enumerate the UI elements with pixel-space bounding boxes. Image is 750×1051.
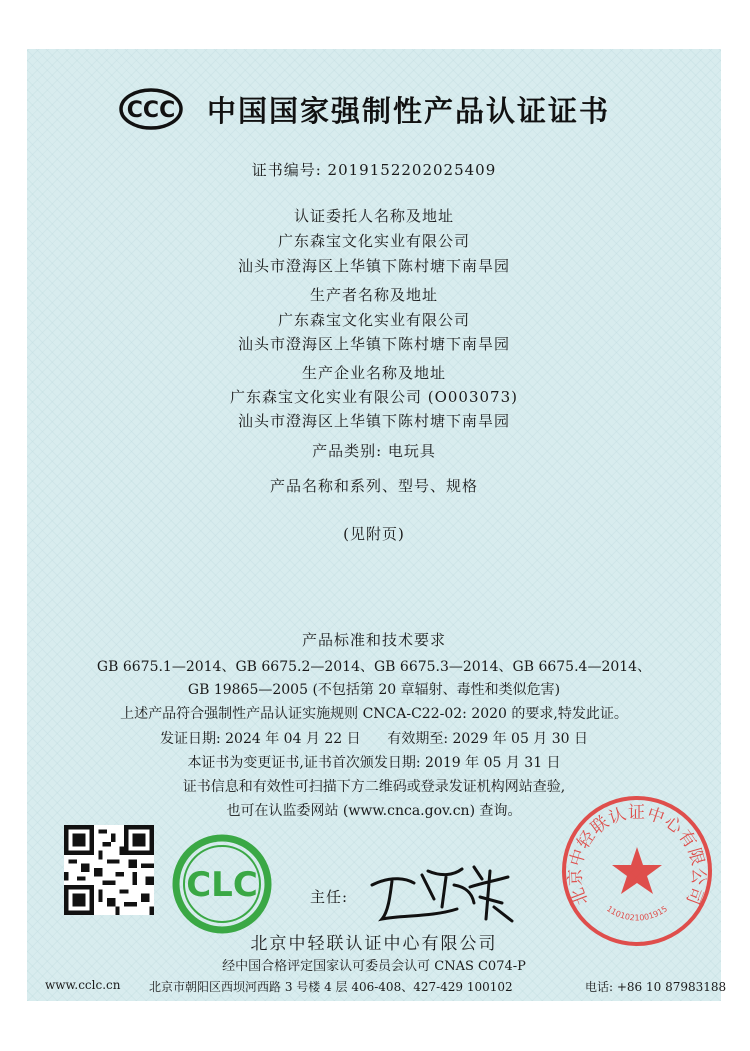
certificate-number: 证书编号: 2019152202025409	[251, 161, 497, 179]
change-certificate-note: 本证书为变更证书,证书首次颁发日期: 2019 年 05 月 31 日	[187, 755, 561, 771]
qr-code-icon[interactable]	[64, 825, 154, 915]
official-seal	[557, 791, 717, 951]
standards-line-2: GB 19865—2005 (不包括第 20 章辐射、毒性和类似危害)	[187, 682, 561, 698]
see-attached-note: (见附页)	[343, 525, 405, 543]
clc-logo-icon	[167, 832, 277, 937]
product-category: 产品类别: 电玩具	[312, 442, 436, 460]
issuer-phone: 电话: +86 10 87983188	[585, 980, 727, 994]
applicant-name: 广东森宝文化实业有限公司	[277, 232, 470, 250]
manufacturer-label: 生产者名称及地址	[309, 286, 438, 304]
accreditation-note: 经中国合格评定国家认可委员会认可 CNAS C074-P	[222, 959, 526, 974]
factory-name: 广东森宝文化实业有限公司 (O003073)	[229, 388, 519, 406]
manufacturer-address: 汕头市澄海区上华镇下陈村塘下南旱园	[237, 335, 510, 353]
director-signature	[362, 857, 522, 927]
website-link[interactable]: www.cclc.cn	[45, 978, 121, 992]
issuer-name: 北京中轻联认证中心有限公司	[250, 934, 498, 954]
svg-text:CLC: CLC	[186, 865, 258, 905]
issuer-address: 北京市朝阳区西坝河西路 3 号楼 4 层 406-408、427-429 100102	[149, 980, 513, 994]
verification-note-1: 证书信息和有效性可扫描下方二维码或登录发证机构网站查验,	[182, 779, 566, 795]
certificate-sheet	[27, 49, 727, 1001]
manufacturer-name: 广东森宝文化实业有限公司	[277, 311, 470, 329]
product-description-label: 产品名称和系列、型号、规格	[269, 477, 478, 495]
svg-text:北京中轻联认证中心有限公司: 北京中轻联认证中心有限公司	[565, 803, 709, 908]
applicant-label: 认证委托人名称及地址	[293, 207, 454, 225]
standards-label: 产品标准和技术要求	[301, 631, 446, 649]
applicant-address: 汕头市澄海区上华镇下陈村塘下南旱园	[237, 257, 510, 275]
factory-address: 汕头市澄海区上华镇下陈村塘下南旱园	[237, 412, 510, 430]
verification-note-2: 也可在认监委网站 (www.cnca.gov.cn) 查询。	[226, 803, 522, 819]
svg-text:CCC: CCC	[126, 98, 176, 123]
standards-line-1: GB 6675.1—2014、GB 6675.2—2014、GB 6675.3—2014、GB 6675.4—2014、	[96, 659, 652, 675]
conformity-statement: 上述产品符合强制性产品认证实施规则 CNCA-C22-02: 2020 的要求,特发此证。	[120, 706, 628, 722]
director-label: 主任:	[310, 888, 349, 906]
factory-label: 生产企业名称及地址	[301, 364, 446, 382]
svg-text:1101021001915: 1101021001915	[604, 904, 670, 923]
ccc-mark-icon	[119, 88, 183, 130]
certificate-title: 中国国家强制性产品认证证书	[207, 94, 611, 128]
issue-and-expiry-dates: 发证日期: 2024 年 04 月 22 日 有效期至: 2029 年 05 月 30 日	[159, 731, 589, 747]
